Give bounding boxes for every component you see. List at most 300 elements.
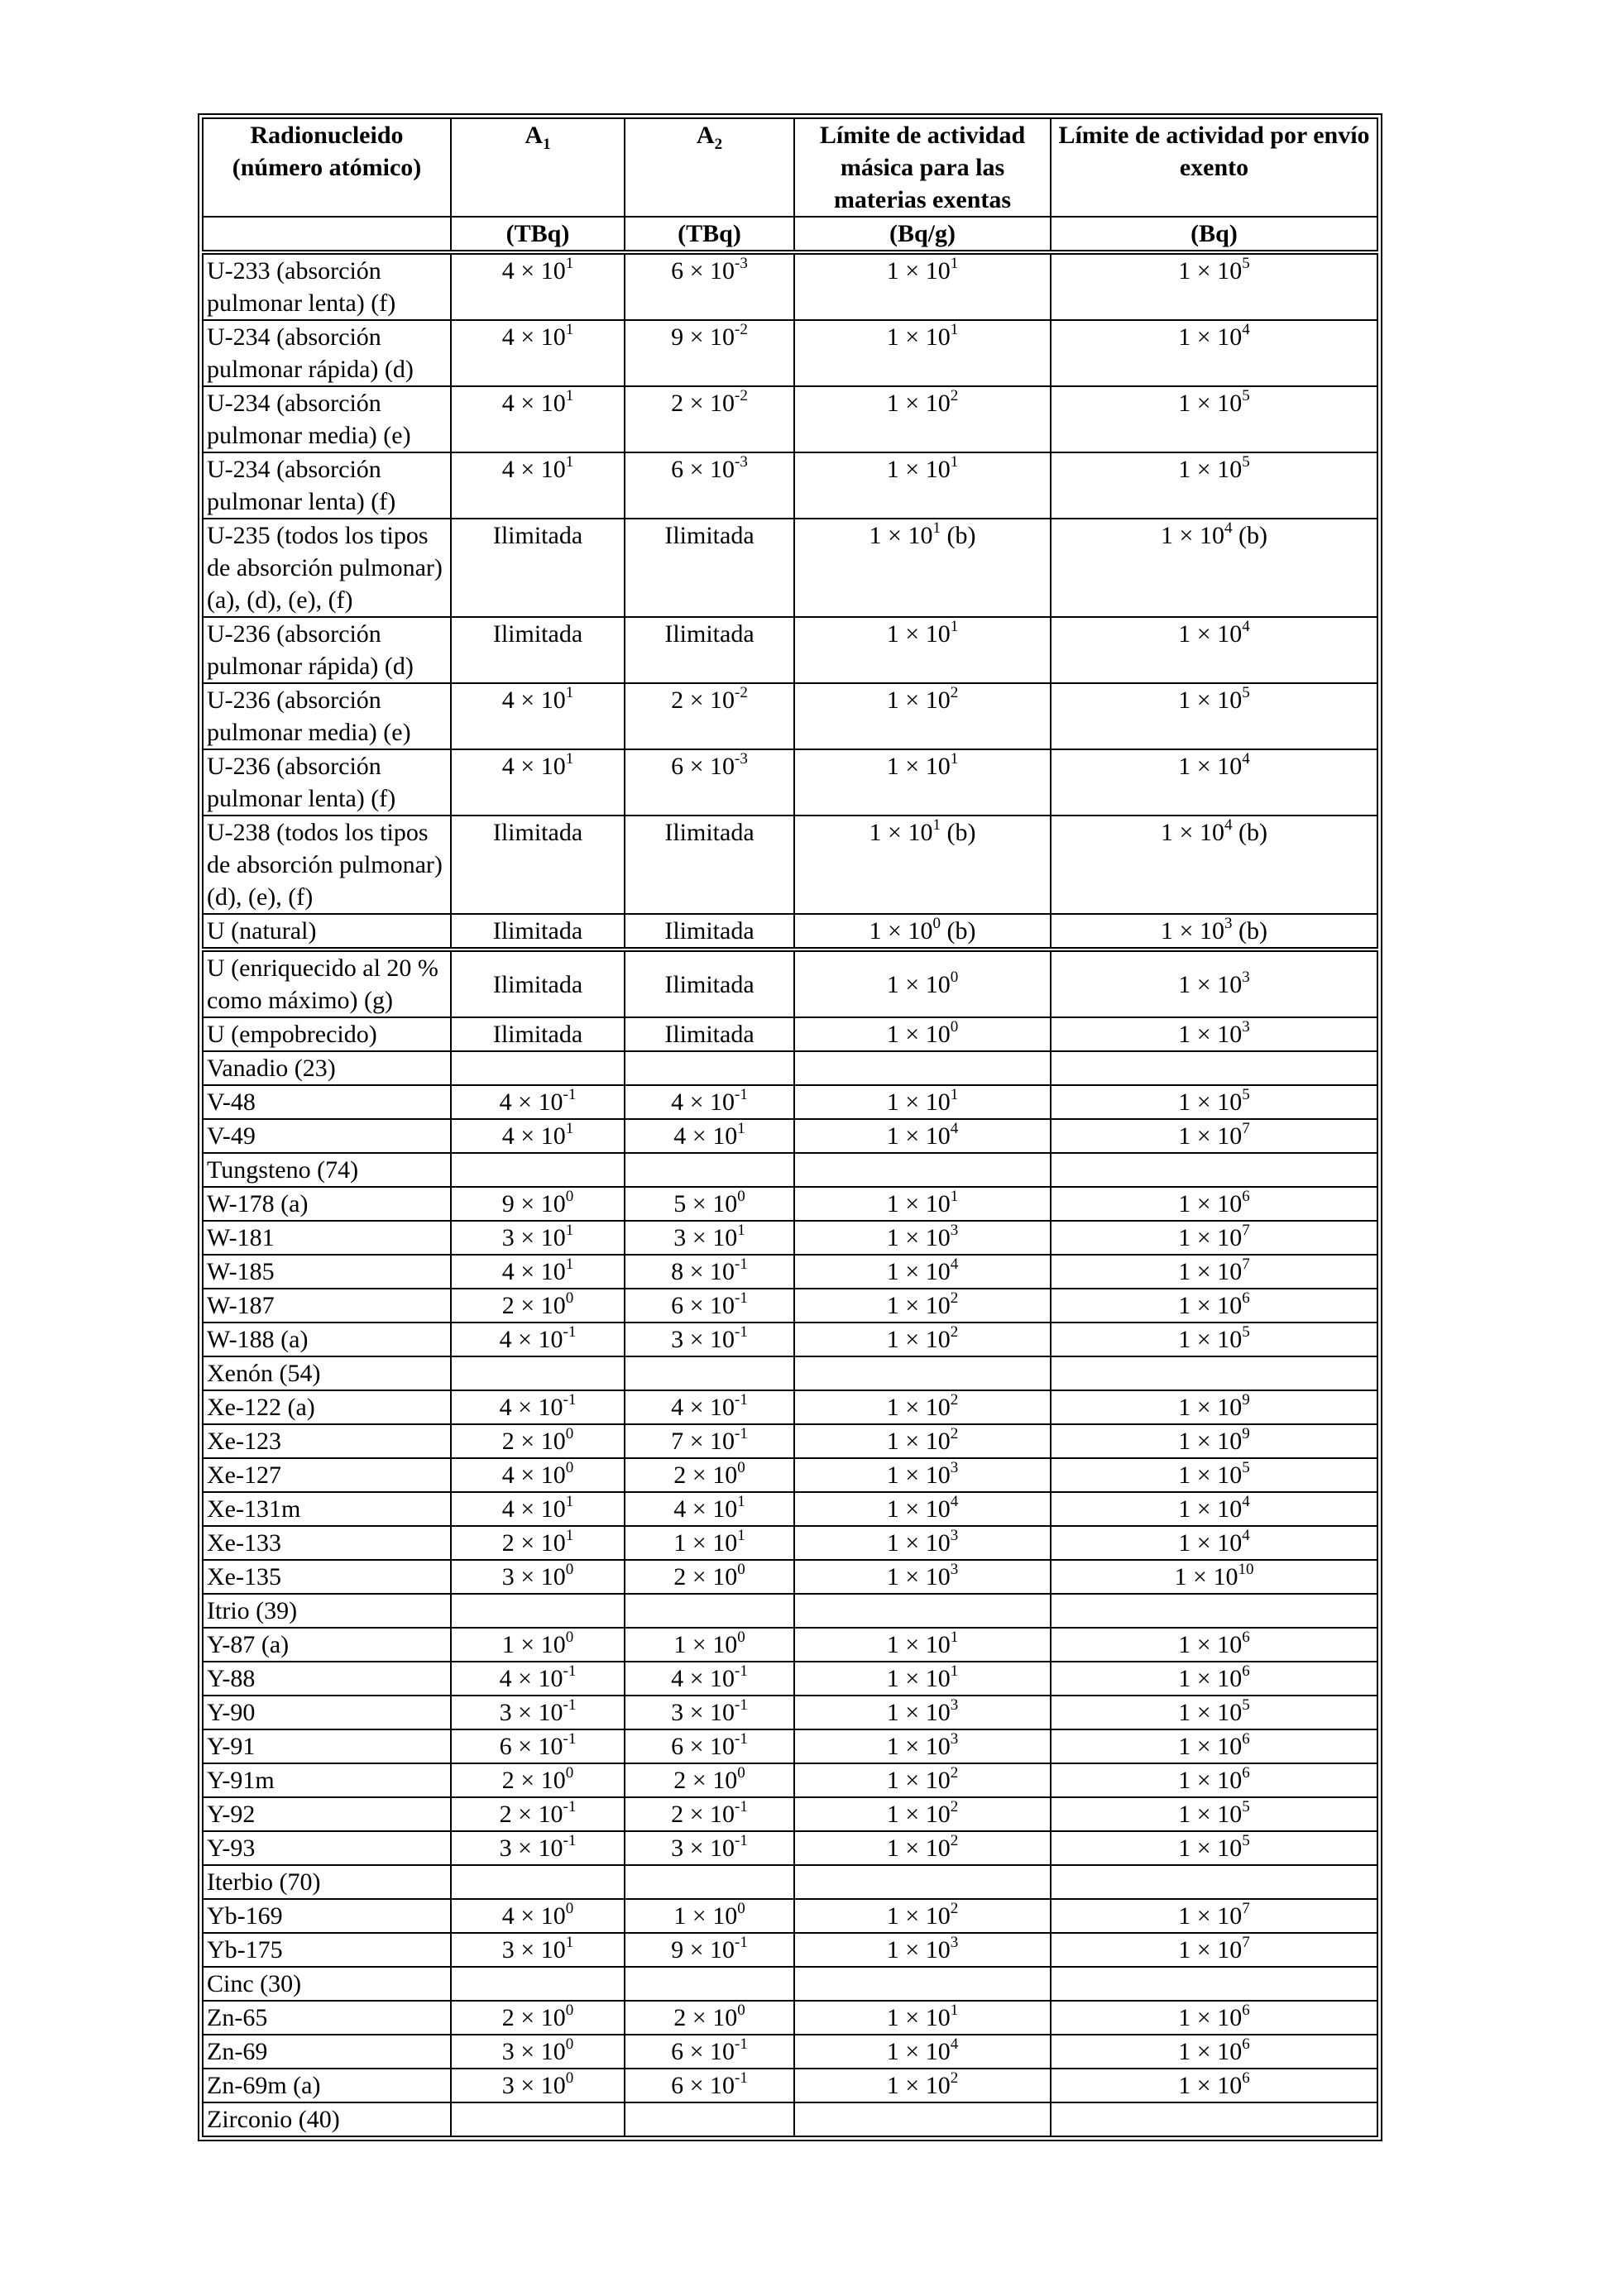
cons-cell	[1051, 1153, 1377, 1187]
value-mantissa: 2 × 10	[673, 1461, 738, 1489]
value-mantissa: 3 × 10	[671, 1326, 735, 1353]
a1-cell	[451, 1017, 625, 1051]
a1-cell	[451, 1899, 625, 1933]
a1-cell	[451, 1492, 625, 1526]
a2-cell	[625, 1492, 794, 1526]
value-note: (b)	[1232, 522, 1267, 549]
a2-cell	[625, 1323, 794, 1356]
value-mantissa: Ilimitada	[664, 1021, 755, 1048]
table-row	[203, 1933, 1377, 1967]
a1-cell	[451, 816, 625, 914]
nuclide-cell: U-234 (absorción pulmonar lenta) (f)	[203, 452, 451, 519]
value-mantissa: 3 × 10	[501, 1224, 566, 1251]
value-mantissa: 1 × 10	[1178, 1767, 1243, 1794]
table-row	[203, 1323, 1377, 1356]
value-mantissa: 4 × 10	[501, 1258, 566, 1285]
table-row	[203, 1119, 1377, 1153]
nuclide-cell: Vanadio (23)	[203, 1051, 451, 1085]
a2-cell	[625, 1865, 794, 1899]
a1-cell	[451, 683, 625, 749]
value-exponent: 0	[737, 1459, 745, 1476]
mass-cell	[794, 1594, 1051, 1628]
cons-cell	[1051, 949, 1377, 1017]
a2-cell	[625, 1153, 794, 1187]
cons-cell	[1051, 1797, 1377, 1831]
value-mantissa: 1 × 10	[886, 1767, 951, 1794]
value-mantissa: 1 × 10	[886, 1326, 951, 1353]
mass-cell	[794, 1899, 1051, 1933]
value-mantissa: 4 × 10	[501, 456, 566, 483]
mass-cell	[794, 1458, 1051, 1492]
nuclide-cell: V-49	[203, 1119, 451, 1153]
value-mantissa: 1 × 10	[886, 2038, 951, 2065]
cons-cell	[1051, 1662, 1377, 1696]
value-mantissa: 1 × 10	[886, 1122, 951, 1150]
mass-cell	[794, 252, 1051, 320]
value-mantissa: 4 × 10	[501, 686, 566, 714]
header-a2: $A_2$	[625, 118, 794, 217]
value-exponent: 6	[1242, 2035, 1250, 2053]
value-mantissa: 1 × 10	[886, 1258, 951, 1285]
nuclide-cell: W-185	[203, 1255, 451, 1289]
mass-cell	[794, 1831, 1051, 1865]
nuclide-cell: Iterbio (70)	[203, 1865, 451, 1899]
value-mantissa: 2 × 10	[499, 1801, 563, 1828]
value-mantissa: 1 × 10	[1178, 1529, 1243, 1557]
value-exponent: -1	[735, 1662, 748, 1680]
cons-cell	[1051, 816, 1377, 914]
value-exponent: 6	[1242, 1629, 1250, 1646]
value-exponent: 7	[1242, 1222, 1250, 1239]
value-mantissa: 1 × 10	[1178, 753, 1243, 780]
cons-cell	[1051, 252, 1377, 320]
value-exponent: -1	[735, 1289, 748, 1307]
value-mantissa: 1 × 10	[886, 1224, 951, 1251]
cons-cell	[1051, 1967, 1377, 2001]
nuclide-cell: Y-92	[203, 1797, 451, 1831]
a2-cell	[625, 1526, 794, 1560]
nuclide-cell: W-188 (a)	[203, 1323, 451, 1356]
a1-cell	[451, 1662, 625, 1696]
table-row	[203, 1967, 1377, 2001]
value-mantissa: 1 × 10	[1178, 1122, 1243, 1150]
value-mantissa: 1 × 10	[1178, 1428, 1243, 1455]
cons-cell	[1051, 1119, 1377, 1153]
table-row	[203, 1560, 1377, 1594]
value-exponent: 0	[737, 1764, 745, 1782]
value-exponent: 6	[1242, 2069, 1250, 2087]
table-row	[203, 749, 1377, 816]
value-exponent: -1	[735, 1832, 748, 1849]
value-exponent: 2	[950, 387, 959, 404]
a2-cell	[625, 1187, 794, 1221]
value-mantissa: 1 × 10	[869, 917, 933, 945]
a2-cell	[625, 1221, 794, 1255]
a1-cell	[451, 1323, 625, 1356]
mass-cell	[794, 1119, 1051, 1153]
a1-cell	[451, 1865, 625, 1899]
nuclide-cell: Zn-69m (a)	[203, 2069, 451, 2102]
a1-cell	[451, 1051, 625, 1085]
value-exponent: 5	[1242, 1459, 1250, 1476]
mass-cell	[794, 1729, 1051, 1763]
table-row	[203, 1424, 1377, 1458]
value-exponent: 1	[737, 1222, 745, 1239]
nuclide-cell: U (enriquecido al 20 % como máximo) (g)	[203, 949, 451, 1017]
nuclide-cell: Itrio (39)	[203, 1594, 451, 1628]
unit-a2: (TBq)	[625, 217, 794, 252]
mass-cell	[794, 1085, 1051, 1119]
value-mantissa: 4 × 10	[501, 753, 566, 780]
cons-cell	[1051, 1051, 1377, 1085]
value-mantissa: 2 × 10	[673, 1563, 738, 1590]
a2-cell	[625, 683, 794, 749]
cons-cell	[1051, 2102, 1377, 2136]
value-mantissa: 4 × 10	[499, 1394, 563, 1421]
value-mantissa: 1 × 10	[673, 1631, 738, 1658]
cons-cell	[1051, 914, 1377, 949]
value-mantissa: 1 × 10	[886, 1461, 951, 1489]
value-mantissa: 5 × 10	[673, 1190, 738, 1217]
value-mantissa: 4 × 10	[671, 1394, 735, 1421]
value-exponent: 7	[1242, 1934, 1250, 1951]
value-exponent: 1	[565, 684, 574, 701]
nuclide-cell: U-233 (absorción pulmonar lenta) (f)	[203, 252, 451, 320]
value-mantissa: 1 × 10	[886, 1936, 951, 1964]
value-mantissa: 2 × 10	[501, 1529, 566, 1557]
value-mantissa: 1 × 10	[886, 686, 951, 714]
a2-cell	[625, 1424, 794, 1458]
value-exponent: 0	[565, 1459, 574, 1476]
value-mantissa: Ilimitada	[664, 522, 755, 549]
value-mantissa: 2 × 10	[671, 390, 735, 417]
a1-cell	[451, 1187, 625, 1221]
value-mantissa: 8 × 10	[671, 1258, 735, 1285]
value-mantissa: 2 × 10	[671, 1801, 735, 1828]
a2-cell	[625, 452, 794, 519]
cons-cell	[1051, 1356, 1377, 1390]
value-mantissa: 7 × 10	[671, 1428, 735, 1455]
nuclide-cell: U-236 (absorción pulmonar lenta) (f)	[203, 749, 451, 816]
value-mantissa: 2 × 10	[501, 1292, 566, 1319]
mass-cell	[794, 2035, 1051, 2069]
value-exponent: 0	[950, 1018, 959, 1036]
value-exponent: -3	[735, 453, 748, 471]
value-exponent: -1	[735, 1730, 748, 1748]
value-mantissa: Ilimitada	[492, 917, 583, 945]
value-exponent: 1	[565, 1222, 574, 1239]
a1-cell	[451, 1526, 625, 1560]
value-exponent: 6	[1242, 1662, 1250, 1680]
value-exponent: 4	[950, 1120, 959, 1137]
value-exponent: 1	[950, 1629, 959, 1646]
nuclide-cell: U (natural)	[203, 914, 451, 949]
a2-cell	[625, 617, 794, 683]
cons-cell	[1051, 1831, 1377, 1865]
a2-cell	[625, 1696, 794, 1729]
a1-cell	[451, 1119, 625, 1153]
value-mantissa: 2 × 10	[673, 2004, 738, 2031]
value-exponent: 0	[737, 1900, 745, 1917]
value-mantissa: 6 × 10	[671, 753, 735, 780]
value-mantissa: 1 × 10	[1178, 1733, 1243, 1760]
a1-cell	[451, 2102, 625, 2136]
value-exponent: 4	[950, 1493, 959, 1510]
value-exponent: 0	[565, 2035, 574, 2053]
value-mantissa: Ilimitada	[664, 917, 755, 945]
value-mantissa: 1 × 10	[1178, 1190, 1243, 1217]
value-exponent: 1	[565, 321, 574, 338]
mass-cell	[794, 1390, 1051, 1424]
value-mantissa: 1 × 10	[886, 1801, 951, 1828]
nuclide-cell: U-238 (todos los tipos de absorción pulmonar) (d), (e), (f)	[203, 816, 451, 914]
value-exponent: -1	[735, 2069, 748, 2087]
value-mantissa: 1 × 10	[1161, 522, 1224, 549]
value-exponent: 4	[1242, 1493, 1250, 1510]
a2-cell	[625, 1797, 794, 1831]
value-mantissa: 1 × 10	[886, 1665, 951, 1692]
value-mantissa: Ilimitada	[664, 819, 755, 846]
a1-cell	[451, 1085, 625, 1119]
a2-cell	[625, 1458, 794, 1492]
value-mantissa: Ilimitada	[492, 819, 583, 846]
value-exponent: 0	[932, 915, 941, 932]
value-mantissa: 4 × 10	[673, 1495, 738, 1523]
a1-cell	[451, 1221, 625, 1255]
value-mantissa: 1 × 10	[886, 2004, 951, 2031]
value-mantissa: 1 × 10	[886, 970, 951, 998]
value-exponent: 2	[950, 1289, 959, 1307]
value-exponent: 4	[1242, 1527, 1250, 1544]
value-exponent: 1	[950, 618, 959, 635]
value-mantissa: 3 × 10	[501, 1936, 566, 1964]
mass-cell	[794, 519, 1051, 617]
value-exponent: 3	[1242, 968, 1250, 986]
value-mantissa: 1 × 10	[1178, 456, 1243, 483]
value-mantissa: 9 × 10	[671, 1936, 735, 1964]
value-exponent: 10	[1238, 1561, 1254, 1578]
value-exponent: 2	[950, 1323, 959, 1341]
nuclide-cell: Xe-122 (a)	[203, 1390, 451, 1424]
value-exponent: 0	[565, 1425, 574, 1442]
value-mantissa: 1 × 10	[1178, 1088, 1243, 1116]
a1-cell	[451, 1153, 625, 1187]
a2-cell	[625, 320, 794, 386]
a2-cell	[625, 749, 794, 816]
mass-cell	[794, 1424, 1051, 1458]
value-mantissa: 1 × 10	[1178, 1801, 1243, 1828]
table-row	[203, 1662, 1377, 1696]
nuclide-cell: Y-91	[203, 1729, 451, 1763]
value-exponent: 0	[565, 1629, 574, 1646]
value-mantissa: 1 × 10	[886, 1834, 951, 1862]
value-mantissa: 1 × 10	[886, 390, 951, 417]
cons-cell	[1051, 1424, 1377, 1458]
value-mantissa: 2 × 10	[671, 686, 735, 714]
mass-cell	[794, 1356, 1051, 1390]
cons-cell	[1051, 749, 1377, 816]
value-mantissa: 1 × 10	[1178, 2004, 1243, 2031]
value-mantissa: 6 × 10	[499, 1733, 563, 1760]
table-row	[203, 1390, 1377, 1424]
value-mantissa: 1 × 10	[886, 1495, 951, 1523]
value-exponent: 0	[565, 1764, 574, 1782]
table-row	[203, 949, 1377, 1017]
value-mantissa: 9 × 10	[501, 1190, 566, 1217]
value-mantissa: 1 × 10	[1178, 1258, 1243, 1285]
cons-cell	[1051, 1085, 1377, 1119]
nuclide-cell: Y-93	[203, 1831, 451, 1865]
nuclide-cell: U-234 (absorción pulmonar rápida) (d)	[203, 320, 451, 386]
cons-cell	[1051, 1594, 1377, 1628]
value-exponent: 2	[950, 684, 959, 701]
cons-cell	[1051, 386, 1377, 452]
a1-cell	[451, 320, 625, 386]
value-exponent: -1	[735, 1798, 748, 1815]
value-exponent: -2	[735, 321, 748, 338]
radionuclide-table	[202, 117, 1378, 2137]
cons-cell	[1051, 1458, 1377, 1492]
a1-cell	[451, 1289, 625, 1323]
value-exponent: 3	[1242, 1018, 1250, 1036]
value-exponent: 4	[1224, 816, 1233, 834]
value-exponent: -1	[563, 1662, 577, 1680]
value-note: (b)	[940, 917, 976, 945]
nuclide-cell: W-187	[203, 1289, 451, 1323]
a2-cell	[625, 1390, 794, 1424]
value-exponent: -1	[735, 1425, 748, 1442]
nuclide-cell: W-178 (a)	[203, 1187, 451, 1221]
value-mantissa: 1 × 10	[886, 257, 951, 285]
value-mantissa: 1 × 10	[1178, 1292, 1243, 1319]
table-row	[203, 2102, 1377, 2136]
nuclide-cell: W-181	[203, 1221, 451, 1255]
value-mantissa: 1 × 10	[501, 1631, 566, 1658]
a1-cell	[451, 1560, 625, 1594]
value-mantissa: 6 × 10	[671, 2072, 735, 2099]
table-row	[203, 1865, 1377, 1899]
a1-cell	[451, 252, 625, 320]
a2-cell	[625, 1662, 794, 1696]
value-mantissa: 1 × 10	[869, 819, 933, 846]
table-row	[203, 1458, 1377, 1492]
value-mantissa: 4 × 10	[499, 1326, 563, 1353]
table-row	[203, 2069, 1377, 2102]
value-exponent: 6	[1242, 1764, 1250, 1782]
mass-cell	[794, 2069, 1051, 2102]
unit-nuclide	[203, 217, 451, 252]
value-exponent: 5	[1242, 1086, 1250, 1103]
value-mantissa: 4 × 10	[673, 1122, 738, 1150]
nuclide-cell: U-236 (absorción pulmonar media) (e)	[203, 683, 451, 749]
nuclide-cell: Y-91m	[203, 1763, 451, 1797]
a1-cell	[451, 1696, 625, 1729]
value-note: (b)	[1232, 917, 1267, 945]
a2-cell	[625, 949, 794, 1017]
table-row	[203, 1696, 1377, 1729]
cons-cell	[1051, 519, 1377, 617]
mass-cell	[794, 2102, 1051, 2136]
value-exponent: 0	[565, 2002, 574, 2019]
value-mantissa: 1 × 10	[1178, 1834, 1243, 1862]
unit-consignment-limit: (Bq)	[1051, 217, 1377, 252]
value-exponent: 3	[950, 1222, 959, 1239]
value-exponent: 2	[950, 1391, 959, 1409]
a2-cell	[625, 1560, 794, 1594]
value-mantissa: 3 × 10	[673, 1224, 738, 1251]
table-row	[203, 252, 1377, 320]
value-mantissa: 1 × 10	[1178, 2038, 1243, 2065]
unit-mass-limit: (Bq/g)	[794, 217, 1051, 252]
mass-cell	[794, 1526, 1051, 1560]
value-exponent: 4	[950, 1256, 959, 1273]
value-mantissa: 1 × 10	[1178, 2072, 1243, 2099]
a1-cell	[451, 1424, 625, 1458]
a1-cell	[451, 1763, 625, 1797]
value-exponent: -1	[735, 1391, 748, 1409]
cons-cell	[1051, 1933, 1377, 1967]
value-exponent: -1	[563, 1696, 577, 1714]
nuclide-cell: Yb-169	[203, 1899, 451, 1933]
value-exponent: 0	[565, 1188, 574, 1205]
nuclide-cell: Xe-123	[203, 1424, 451, 1458]
table-row	[203, 1763, 1377, 1797]
value-exponent: -1	[563, 1730, 577, 1748]
value-mantissa: 1 × 10	[1161, 819, 1224, 846]
value-exponent: 0	[565, 2069, 574, 2087]
table-row	[203, 519, 1377, 617]
value-exponent: 0	[565, 1900, 574, 1917]
value-mantissa: 1 × 10	[1178, 1021, 1243, 1048]
value-exponent: 3	[950, 1730, 959, 1748]
value-exponent: -1	[563, 1323, 577, 1341]
a1-cell	[451, 1933, 625, 1967]
value-exponent: 5	[1242, 1832, 1250, 1849]
value-exponent: 9	[1242, 1425, 1250, 1442]
value-exponent: 1	[565, 1120, 574, 1137]
value-mantissa: 3 × 10	[671, 1834, 735, 1862]
cons-cell	[1051, 1696, 1377, 1729]
mass-cell	[794, 816, 1051, 914]
value-exponent: 5	[1242, 684, 1250, 701]
value-exponent: 3	[1224, 915, 1233, 932]
value-exponent: 3	[950, 1934, 959, 1951]
table-row	[203, 1492, 1377, 1526]
value-exponent: 2	[950, 1798, 959, 1815]
mass-cell	[794, 452, 1051, 519]
a1-cell	[451, 949, 625, 1017]
nuclide-cell: Xe-131m	[203, 1492, 451, 1526]
value-exponent: -1	[735, 1256, 748, 1273]
cons-cell	[1051, 1289, 1377, 1323]
mass-cell	[794, 1967, 1051, 2001]
nuclide-cell: U-234 (absorción pulmonar media) (e)	[203, 386, 451, 452]
table-row	[203, 1899, 1377, 1933]
value-mantissa: 1 × 10	[1178, 1394, 1243, 1421]
cons-cell	[1051, 1560, 1377, 1594]
value-exponent: 3	[950, 1527, 959, 1544]
value-exponent: 4	[1224, 519, 1233, 537]
a2-cell	[625, 386, 794, 452]
value-exponent: 1	[932, 519, 941, 537]
a1-cell	[451, 1356, 625, 1390]
value-mantissa: 1 × 10	[886, 1733, 951, 1760]
a1-cell	[451, 452, 625, 519]
cons-cell	[1051, 683, 1377, 749]
value-mantissa: 4 × 10	[501, 257, 566, 285]
a1-cell	[451, 519, 625, 617]
value-mantissa: 1 × 10	[1178, 1936, 1243, 1964]
